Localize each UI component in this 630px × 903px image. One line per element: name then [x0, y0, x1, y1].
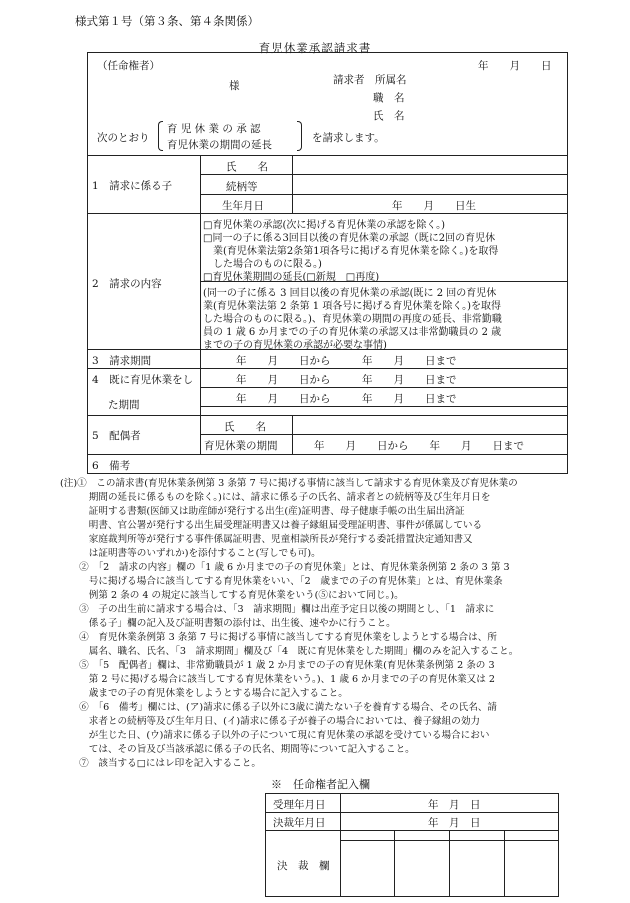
form-number-label: 様式第１号（第３条、第４条関係） [75, 14, 259, 28]
note-line: (注)① この請求書(育児休業条例第 3 条第 7 号に掲げる事情に該当して請求する育児休業及び育児休業の [60, 478, 518, 489]
content-option-line[interactable]: □育児休業期間の延長(□新規 □再度) [203, 272, 380, 283]
option-extension: 育児休業の期間の延長 [167, 139, 272, 151]
note-line: は証明書等のいずれか)を添付すること(写しでも可)。 [60, 548, 321, 559]
section4-label-cont: た期間 [108, 399, 140, 411]
spouse-leave-label: 育児休業の期間 [204, 440, 278, 452]
previous-leave-period[interactable]: 年 月 日から 年 月 日まで [236, 374, 457, 386]
note-line: 属名、職名、氏名、「3 請求期間」欄及び「4 既に育児休業をした期間」欄のみを記入すること。 [60, 646, 519, 657]
requester-affiliation-label: 請求者 所属名 [333, 74, 407, 86]
received-date-label: 受理年月日 [273, 799, 326, 811]
section5-label: 5 配偶者 [92, 430, 141, 442]
content-reason-line: 員の 1 歳 6 か月までの子の育児休業の承認又は非常勤職員の 2 歳 [203, 327, 502, 338]
content-option-line[interactable]: □育児休業の承認(次に掲げる育児休業の承認を除く。) [203, 220, 446, 231]
child-name-label: 氏 名 [226, 161, 268, 173]
honorific-sama: 様 [229, 80, 240, 92]
section1-label: 1 請求に係る子 [92, 180, 173, 192]
content-option-line[interactable]: □同一の子に係る3回目以後の育児休業の承認（既に2回の育児休 [203, 233, 496, 244]
note-line: 証明する書類(医師又は助産師が発行する出生(産)証明書、母子健康手帳の出生届出済証 [60, 506, 465, 517]
content-reason-line: までの子の育児休業の承認が必要な事情) [203, 340, 387, 351]
option-approval: 育 児 休 業 の 承 認 [167, 123, 261, 135]
note-line: ④ 育児休業条例第 3 条第 7 号に掲げる事情に該当してする育児休業をしようとする場合は、所 [60, 632, 497, 643]
decision-date-value[interactable]: 年 月 日 [428, 817, 481, 829]
decision-label: 決 裁 欄 [277, 860, 330, 872]
previous-leave-period[interactable]: 年 月 日から 年 月 日まで [236, 393, 457, 405]
note-line: ⑤ 「5 配偶者」欄は、非常勤職員が 1 歳 2 か月までの子の育児休業(育児休業条例第 2 条の 3 [60, 660, 495, 671]
note-line: 係る子」欄の記入及び証明書類の添付は、出生後、速やかに行うこと。 [60, 618, 396, 629]
note-line: ては、その旨及び当該承認に係る子の氏名、期間等について記入すること。 [60, 744, 415, 755]
requester-name-label: 氏 名 [373, 110, 405, 122]
content-option-line: した場合のものに限る。) [203, 259, 322, 270]
received-date-value[interactable]: 年 月 日 [428, 799, 481, 811]
child-birth-value[interactable]: 年 月 日生 [392, 200, 476, 212]
content-option-line: 業(育児休業法第2条第1項各号に掲げる育児休業を除く。)を取得 [203, 246, 499, 257]
note-line: が生じた日、(ウ)請求に係る子以外の子について現に育児休業の承認を受けている場合におい [60, 730, 490, 741]
note-line: 歳までの子の育児休業をしようとする場合に記入すること。 [60, 688, 348, 699]
section2-label: 2 請求の内容 [92, 278, 162, 290]
note-line: 明書、官公署が発行する出生届受理証明書又は養子縁組届受理証明書、事件が係属している [60, 520, 483, 531]
request-tail-text: を請求します。 [312, 132, 385, 144]
note-line: 例第 2 条の 4 の規定に該当してする育児休業をいう(⑤において同じ。)。 [60, 590, 404, 601]
request-lead-text: 次のとおり [97, 132, 150, 144]
section4-label: 4 既に育児休業をし [92, 374, 194, 386]
decision-date-label: 決裁年月日 [273, 817, 326, 829]
request-form-table [87, 52, 568, 474]
authority-label: （任命権者） [97, 60, 160, 72]
section6-label: 6 備考 [92, 460, 131, 472]
spouse-name-label: 氏 名 [224, 421, 266, 433]
note-line: 家庭裁判所等が発行する事件係属証明書、児童相談所長が発行する委託措置決定通知書又 [60, 534, 473, 545]
note-line: ② 「2 請求の内容」欄の「1 歳 6 か月までの子の育児休業」とは、育児休業条例第 2 条の 3 第 3 [60, 562, 510, 573]
right-brace [297, 121, 302, 151]
document-title: 育児休業承認請求書 [258, 41, 372, 55]
note-line: 期間の延長に係るものを除く。)には、請求に係る子の氏名、請求者との続柄等及び生年月日を [60, 492, 491, 503]
note-line: 求者との続柄等及び生年月日、(イ)請求に係る子が養子の場合においては、養子縁組の効力 [60, 716, 481, 727]
authority-section-title: ※ 任命権者記入欄 [271, 778, 370, 791]
child-relation-label: 続柄等 [226, 181, 258, 193]
content-reason-line: (同一の子に係る 3 回目以後の育児休業の承認(既に 2 回の育児休 [203, 288, 497, 299]
note-line: ⑦ 該当する□にはレ印を記入すること。 [60, 758, 261, 769]
content-reason-line: した場合のものに限る。)、育児休業の期間の再度の延長、非常勤職 [203, 314, 502, 325]
requester-position-label: 職 名 [373, 92, 405, 104]
note-line: 第 2 号に掲げる場合に該当してする育児休業をいう。)、1 歳 6 か月までの子の育児休業又は 2 [60, 674, 495, 685]
child-birth-label: 生年月日 [222, 200, 264, 212]
note-line: ⑥ 「6 備考」欄には、(ア)請求に係る子以外に3歳に満たない子を養育する場合、その氏名、請 [60, 702, 498, 713]
left-brace [158, 121, 163, 151]
request-period-value[interactable]: 年 月 日から 年 月 日まで [236, 355, 457, 367]
content-reason-line: 業(育児休業法第 2 条第 1 項各号に掲げる育児休業を除く。)を取得 [203, 301, 502, 312]
spouse-leave-period[interactable]: 年 月 日から 年 月 日まで [314, 440, 524, 452]
section3-label: 3 請求期間 [92, 355, 152, 367]
request-date[interactable]: 年 月 日 [478, 60, 552, 72]
note-line: ③ 子の出生前に請求する場合は、「3 請求期間」欄は出産予定日以後の期間とし、「1 請求に [60, 604, 495, 615]
note-line: 号に掲げる場合に該当してする育児休業をいい、「2 歳までの子の育児休業」とは、育児休業条 [60, 576, 503, 587]
